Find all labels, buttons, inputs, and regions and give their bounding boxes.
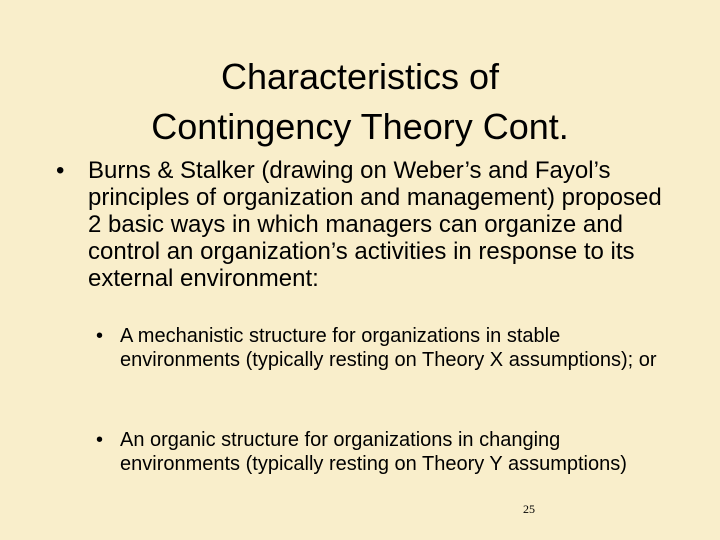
bullet-item	[56, 157, 666, 292]
slide-title-line-1: Characteristics of	[220, 56, 500, 97]
page-number: 25	[523, 502, 535, 516]
sub-bullet-marker: •	[96, 429, 104, 451]
sub-bullet-item-organic	[96, 429, 666, 476]
bullet-text: Burns & Stalker (drawing on Weber’s and Fayol’s principles of organization and management) proposed 2 basic ways in which managers can organize and control an organization’s activities in response to its external environment:	[88, 157, 662, 292]
sub-bullet-marker: •	[96, 325, 104, 347]
sub-bullet-text: An organic structure for organizations in changing environments (typically resting on Theory Y assumptions)	[120, 429, 627, 475]
bullet-marker: •	[56, 157, 65, 184]
sub-bullet-text: A mechanistic structure for organizations in stable environments (typically resting on Theory X assumptions); or	[120, 325, 657, 371]
sub-bullet-item-mechanistic	[96, 325, 666, 372]
slide-title-line-2: Contingency Theory Cont.	[151, 106, 569, 147]
